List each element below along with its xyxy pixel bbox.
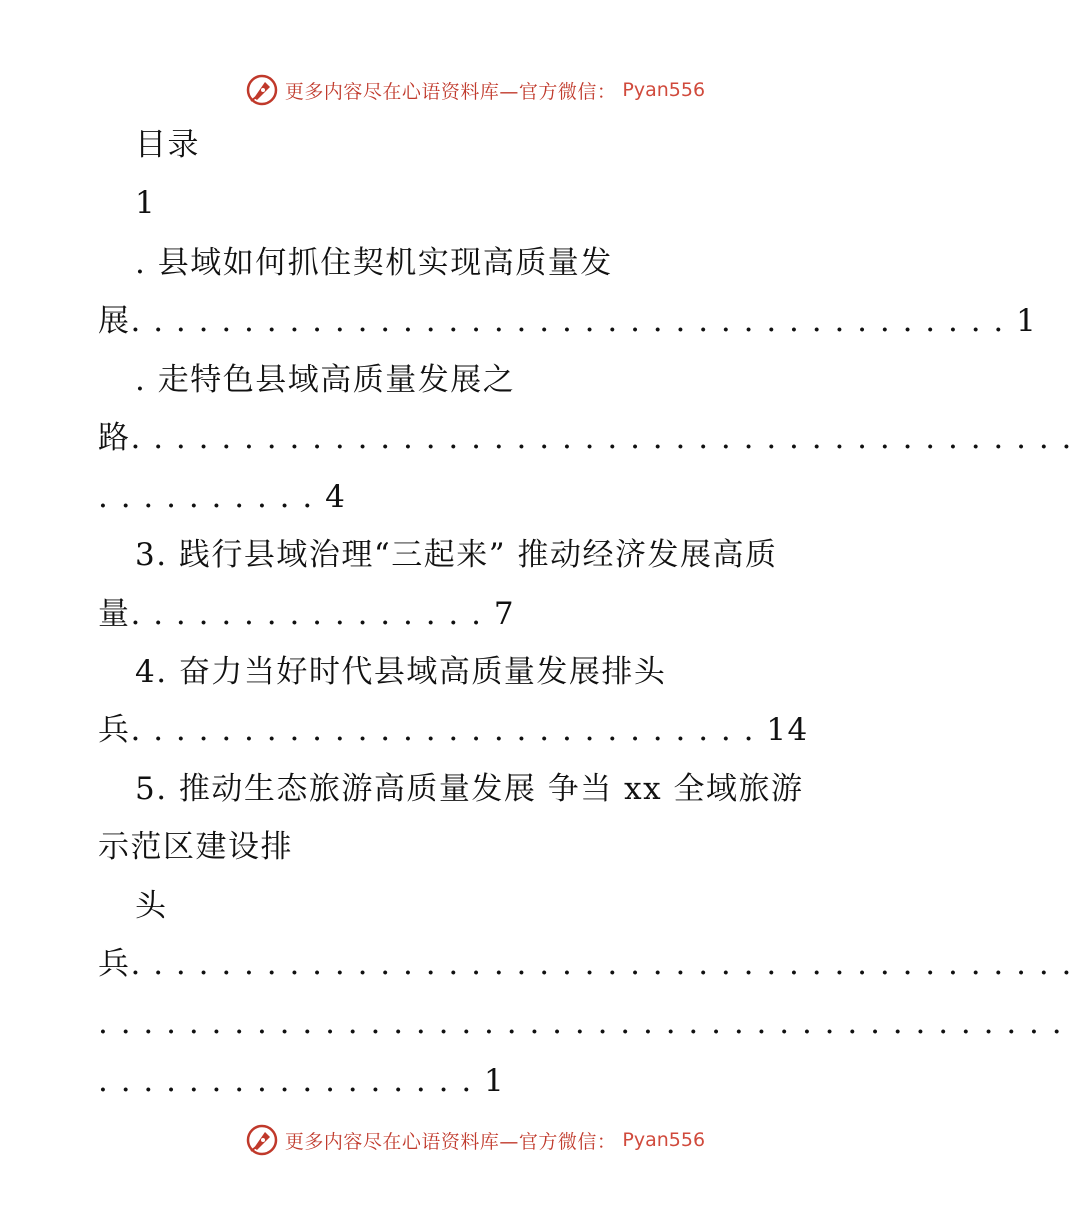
- toc-item-4-leader: 兵. . . . . . . . . . . . . . . . . . . . . . . . . . . . 14: [98, 712, 809, 748]
- toc-item-1-title: . 县域如何抓住契机实现高质量发: [135, 245, 613, 281]
- footer-banner: [0, 1120, 950, 1160]
- toc-item-5-leader-cont: . . . . . . . . . . . . . . . . . . . . . . . . . . . . . . . . . . . . . . . . . . .: [98, 1005, 1064, 1041]
- banner-wechat-id: Pyan556: [622, 1129, 706, 1151]
- toc-item-5-title-cont-2: 头: [135, 888, 168, 924]
- toc-item-3-title: 3. 践行县域治理“三起来” 推动经济发展高质: [135, 537, 778, 573]
- banner-wechat-id: Pyan556: [622, 79, 706, 101]
- toc-item-1-leader: 展. . . . . . . . . . . . . . . . . . . . . . . . . . . . . . . . . . . . . . . 1: [98, 303, 1038, 339]
- toc-item-2-leader: 路. . . . . . . . . . . . . . . . . . . . . . . . . . . . . . . . . . . . . . . . . .: [98, 420, 1073, 456]
- toc-item-5-title: 5. 推动生态旅游高质量发展 争当 xx 全域旅游: [135, 771, 804, 807]
- pen-nib-logo-icon: [245, 73, 279, 107]
- banner-text: 更多内容尽在心语资料库—官方微信：: [284, 1130, 617, 1153]
- toc-item-2-title: . 走特色县域高质量发展之: [135, 362, 516, 398]
- toc-heading: 目录: [135, 127, 200, 163]
- toc-item-5-leader: 兵. . . . . . . . . . . . . . . . . . . . . . . . . . . . . . . . . . . . . . . . . .: [98, 946, 1073, 982]
- toc-number: 1: [135, 185, 157, 221]
- toc-item-5-leader-end: . . . . . . . . . . . . . . . . . 1: [98, 1063, 506, 1099]
- header-banner: [0, 70, 950, 110]
- banner-text: 更多内容尽在心语资料库—官方微信：: [284, 80, 617, 103]
- toc-item-4-title: 4. 奋力当好时代县域高质量发展排头: [135, 654, 667, 690]
- toc-item-5-title-cont: 示范区建设排: [98, 829, 293, 865]
- pen-nib-logo-icon: [245, 1123, 279, 1157]
- toc-item-2-leader-cont: . . . . . . . . . . 4: [98, 479, 347, 515]
- toc-item-3-leader: 量. . . . . . . . . . . . . . . . 7: [98, 596, 516, 632]
